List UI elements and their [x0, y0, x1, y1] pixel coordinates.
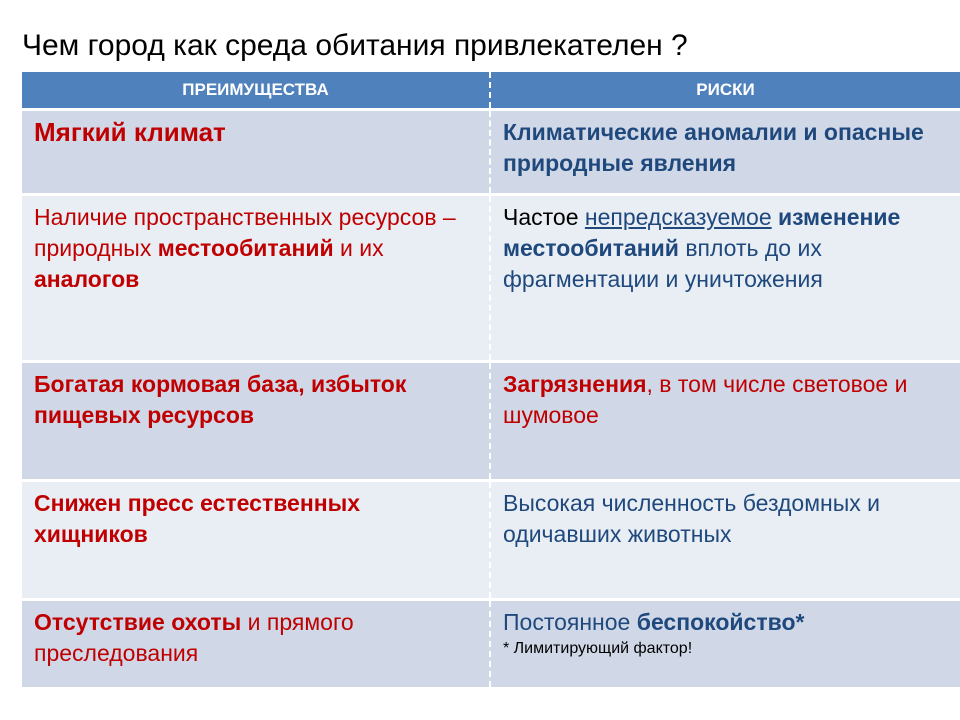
- table-row: [22, 110, 960, 195]
- cell-text-segment: Частое: [503, 204, 585, 231]
- risk-cell: [490, 362, 960, 481]
- table-row: [22, 481, 960, 600]
- cell-text-segment: Высокая численность бездомных и одичавших животных: [503, 490, 881, 548]
- advantage-cell: [22, 481, 490, 600]
- cell-text-segment: вплоть до их фрагментации и уничтожения: [503, 235, 823, 293]
- cell-text-segment: беспокойство*: [636, 608, 805, 635]
- cell-text-segment: и их: [333, 235, 384, 262]
- cell-text-segment: Постоянное: [503, 608, 637, 635]
- cell-text-segment: Богатая кормовая база, избыток пищевых ресурсов: [34, 371, 407, 429]
- cell-text-segment: изменение местообитаний: [503, 204, 901, 262]
- cell-text-segment: Мягкий климат: [34, 117, 226, 147]
- table-row: [22, 362, 960, 481]
- header-advantages: ПРЕИМУЩЕСТВА: [22, 72, 490, 110]
- advantage-cell: [22, 110, 490, 195]
- risk-cell: [490, 481, 960, 600]
- risk-cell: [490, 599, 960, 688]
- header-risks: РИСКИ: [490, 72, 960, 110]
- table-header-row: [22, 72, 960, 110]
- advantage-cell: [22, 362, 490, 481]
- footnote: * Лимитирующий фактор!: [503, 639, 693, 657]
- table-row: [22, 195, 960, 362]
- comparison-table-container: [22, 72, 960, 690]
- cell-text-segment: непредсказуемое: [584, 204, 772, 231]
- cell-text-segment: Наличие пространственных ресурсов – природных: [34, 204, 456, 262]
- table-row: [22, 599, 960, 688]
- cell-text-segment: местообитаний: [157, 235, 334, 262]
- cell-text-segment: Снижен пресс естественных хищников: [34, 490, 361, 548]
- table-body: [22, 110, 960, 689]
- slide-title: Чем город как среда обитания привлекателен ?: [22, 29, 688, 62]
- risk-cell: [490, 110, 960, 195]
- advantage-cell: [22, 195, 490, 362]
- cell-text-segment: и прямого преследования: [34, 608, 354, 666]
- cell-text-segment: Загрязнения: [503, 371, 647, 398]
- cell-text-segment: аналогов: [34, 266, 140, 293]
- cell-text-segment: Климатические аномалии и опасные природные явления: [503, 119, 924, 176]
- risk-cell: [490, 195, 960, 362]
- cell-text-segment: , в том числе световое и шумовое: [503, 371, 908, 429]
- advantage-cell: [22, 599, 490, 688]
- comparison-table: [22, 72, 960, 690]
- cell-text-segment: Отсутствие охоты: [34, 608, 242, 635]
